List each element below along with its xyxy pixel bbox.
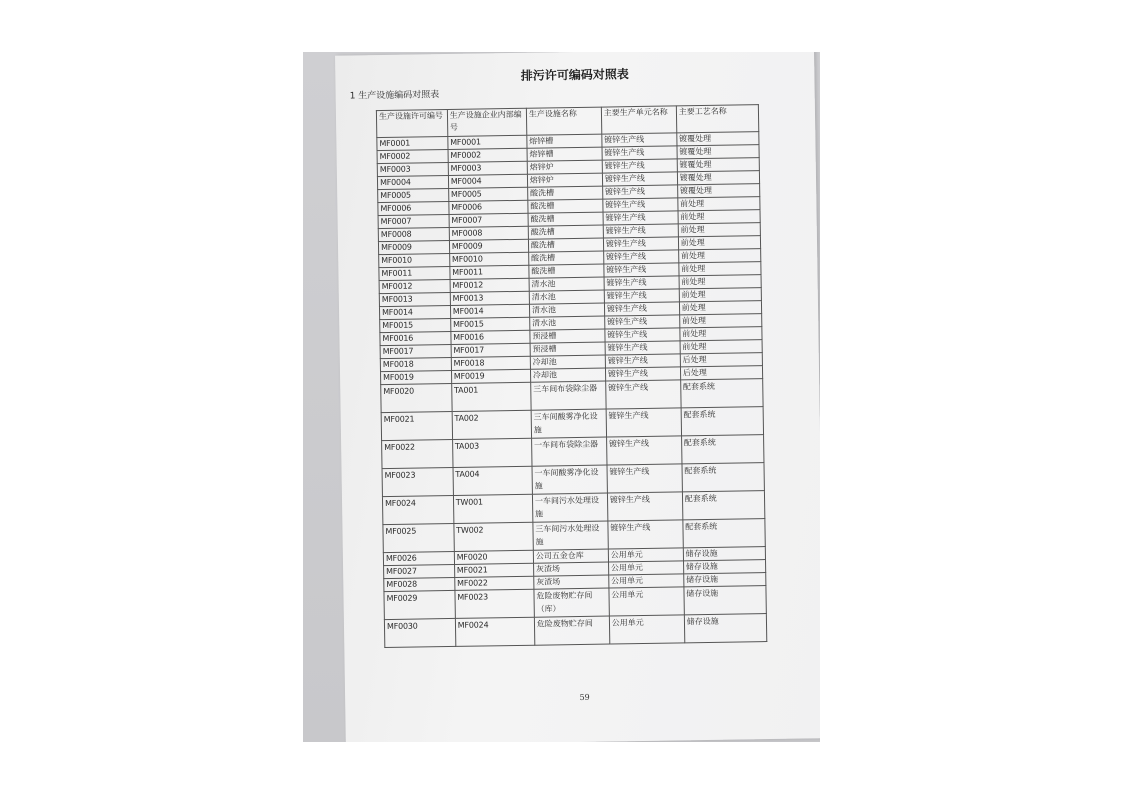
facility-code-table: [376, 104, 767, 648]
permit-code-cell: MF0021: [381, 411, 452, 440]
header-facility-name: 生产设施名称: [526, 107, 601, 135]
permit-code-cell: MF0018: [380, 357, 451, 371]
production-unit-cell: 镀锌生产线: [602, 172, 677, 186]
facility-name-cell: 清水池: [529, 290, 604, 304]
process-name-cell: 镀覆处理: [677, 132, 759, 146]
permit-code-cell: MF0022: [382, 439, 453, 468]
production-unit-cell: 镀锌生产线: [604, 302, 679, 316]
facility-name-cell: 熔锌槽: [527, 134, 602, 148]
process-name-cell: 前处理: [679, 288, 761, 302]
internal-code-cell: MF0003: [448, 161, 527, 175]
internal-code-cell: MF0001: [448, 135, 527, 149]
internal-code-cell: TA001: [451, 382, 531, 411]
process-name-cell: 前处理: [680, 327, 762, 341]
internal-code-cell: MF0020: [454, 550, 533, 564]
production-unit-cell: 镀锌生产线: [607, 492, 682, 521]
document-title: 排污许可编码对照表: [520, 67, 629, 83]
table-body: [377, 132, 767, 648]
permit-code-cell: MF0024: [382, 495, 453, 524]
process-name-cell: 储存设施: [684, 586, 767, 615]
header-production-unit: 主要生产单元名称: [601, 106, 676, 134]
facility-name-cell: 三车间酸雾净化设施: [531, 409, 606, 438]
process-name-cell: 前处理: [679, 275, 761, 289]
production-unit-cell: 镀锌生产线: [603, 250, 678, 264]
facility-name-cell: 熔锌炉: [527, 173, 602, 187]
facility-name-cell: 酸洗槽: [528, 212, 603, 226]
production-unit-cell: 镀锌生产线: [605, 341, 680, 355]
process-name-cell: 配套系统: [681, 435, 764, 464]
internal-code-cell: MF0010: [449, 252, 528, 266]
production-unit-cell: 镀锌生产线: [602, 185, 677, 199]
production-unit-cell: 镀锌生产线: [606, 408, 681, 437]
process-name-cell: 前处理: [679, 262, 761, 276]
internal-code-cell: MF0023: [455, 589, 535, 618]
process-name-cell: 配套系统: [683, 519, 766, 548]
permit-code-cell: MF0025: [383, 523, 454, 552]
permit-code-cell: MF0004: [377, 175, 448, 189]
internal-code-cell: TW001: [453, 494, 533, 523]
internal-code-cell: MF0018: [451, 356, 530, 370]
production-unit-cell: 镀锌生产线: [603, 211, 678, 225]
production-unit-cell: 公用单元: [608, 561, 683, 575]
facility-name-cell: 一车间污水处理设施: [532, 493, 607, 522]
facility-name-cell: 酸洗槽: [528, 251, 603, 265]
process-name-cell: 前处理: [678, 223, 760, 237]
internal-code-cell: TW002: [454, 522, 534, 551]
internal-code-cell: MF0014: [450, 304, 529, 318]
facility-name-cell: 熔锌槽: [527, 147, 602, 161]
production-unit-cell: 镀锌生产线: [604, 263, 679, 277]
facility-name-cell: 灰渣场: [533, 562, 608, 576]
permit-code-cell: MF0026: [383, 551, 454, 565]
process-name-cell: 储存设施: [683, 573, 765, 587]
permit-code-cell: MF0009: [378, 240, 449, 254]
production-unit-cell: 公用单元: [609, 615, 684, 644]
permit-code-cell: MF0027: [384, 564, 455, 578]
facility-name-cell: 酸洗槽: [529, 264, 604, 278]
permit-code-cell: MF0003: [377, 163, 448, 177]
facility-name-cell: 一车间布袋除尘器: [531, 437, 606, 466]
facility-name-cell: 危险废物贮存间（库）: [534, 588, 609, 617]
permit-code-cell: MF0016: [380, 331, 451, 345]
facility-name-cell: 清水池: [529, 277, 604, 291]
permit-code-cell: MF0013: [379, 292, 450, 306]
facility-name-cell: 酸洗槽: [528, 199, 603, 213]
process-name-cell: 前处理: [679, 301, 761, 315]
process-name-cell: 配套系统: [682, 463, 765, 492]
internal-code-cell: TA004: [453, 466, 533, 495]
production-unit-cell: 镀锌生产线: [608, 520, 683, 549]
facility-name-cell: 一车间酸雾净化设施: [532, 465, 607, 494]
process-name-cell: 后处理: [680, 366, 762, 380]
document-page: [335, 52, 820, 742]
process-name-cell: 储存设施: [684, 614, 767, 643]
production-unit-cell: 镀锌生产线: [607, 464, 682, 493]
table-row: [384, 614, 766, 648]
process-name-cell: 配套系统: [681, 407, 764, 436]
internal-code-cell: TA002: [452, 410, 532, 439]
internal-code-cell: MF0002: [448, 148, 527, 162]
facility-name-cell: 酸洗槽: [528, 225, 603, 239]
production-unit-cell: 公用单元: [608, 548, 683, 562]
internal-code-cell: MF0022: [455, 576, 534, 590]
internal-code-cell: MF0013: [450, 291, 529, 305]
production-unit-cell: 镀锌生产线: [603, 224, 678, 238]
facility-name-cell: 公司五金仓库: [533, 549, 608, 563]
permit-code-cell: MF0006: [378, 201, 449, 215]
permit-code-cell: MF0007: [378, 214, 449, 228]
internal-code-cell: MF0011: [450, 265, 529, 279]
internal-code-cell: MF0009: [449, 239, 528, 253]
internal-code-cell: MF0012: [450, 278, 529, 292]
facility-name-cell: 灰渣场: [534, 575, 609, 589]
permit-code-cell: MF0014: [379, 305, 450, 319]
internal-code-cell: MF0005: [448, 187, 527, 201]
facility-name-cell: 三车间布袋除尘器: [531, 381, 606, 410]
production-unit-cell: 镀锌生产线: [602, 133, 677, 147]
permit-code-cell: MF0015: [380, 318, 451, 332]
document-photo: [303, 52, 820, 742]
production-unit-cell: 镀锌生产线: [603, 237, 678, 251]
production-unit-cell: 镀锌生产线: [605, 367, 680, 381]
permit-code-cell: MF0011: [379, 266, 450, 280]
permit-code-cell: MF0030: [384, 618, 455, 647]
internal-code-cell: MF0015: [450, 317, 529, 331]
process-name-cell: 镀覆处理: [677, 171, 759, 185]
process-name-cell: 镀覆处理: [677, 145, 759, 159]
production-unit-cell: 镀锌生产线: [604, 276, 679, 290]
facility-name-cell: 酸洗槽: [528, 238, 603, 252]
permit-code-cell: MF0019: [380, 370, 451, 384]
production-unit-cell: 镀锌生产线: [603, 198, 678, 212]
section-subtitle: 1 生产设施编码对照表: [349, 90, 440, 102]
permit-code-cell: MF0029: [384, 590, 455, 619]
production-unit-cell: 镀锌生产线: [605, 328, 680, 342]
process-name-cell: 后处理: [680, 353, 762, 367]
process-name-cell: 配套系统: [682, 491, 765, 520]
permit-code-cell: MF0002: [377, 150, 448, 164]
production-unit-cell: 镀锌生产线: [604, 315, 679, 329]
process-name-cell: 镀覆处理: [677, 184, 759, 198]
production-unit-cell: 公用单元: [609, 574, 684, 588]
permit-code-cell: MF0012: [379, 279, 450, 293]
permit-code-cell: MF0005: [378, 188, 449, 202]
process-name-cell: 前处理: [679, 314, 761, 328]
header-process-name: 主要工艺名称: [676, 105, 759, 133]
process-name-cell: 镀覆处理: [677, 158, 759, 172]
internal-code-cell: MF0021: [454, 563, 533, 577]
header-internal-code: 生产设施企业内部编号: [447, 108, 527, 136]
internal-code-cell: TA003: [452, 438, 532, 467]
production-unit-cell: 镀锌生产线: [605, 380, 680, 409]
internal-code-cell: MF0016: [451, 330, 530, 344]
facility-name-cell: 清水池: [530, 316, 605, 330]
facility-name-cell: 冷却池: [530, 355, 605, 369]
internal-code-cell: MF0007: [449, 213, 528, 227]
internal-code-cell: MF0019: [451, 369, 530, 383]
internal-code-cell: MF0008: [449, 226, 528, 240]
facility-name-cell: 预浸槽: [530, 342, 605, 356]
facility-name-cell: 预浸槽: [530, 329, 605, 343]
production-unit-cell: 公用单元: [609, 587, 684, 616]
facility-name-cell: 熔锌炉: [527, 160, 602, 174]
internal-code-cell: MF0006: [449, 200, 528, 214]
process-name-cell: 前处理: [678, 197, 760, 211]
permit-code-cell: MF0023: [382, 467, 453, 496]
permit-code-cell: MF0028: [384, 577, 455, 591]
permit-code-cell: MF0001: [377, 137, 448, 151]
permit-code-cell: MF0010: [379, 253, 450, 267]
facility-name-cell: 冷却池: [530, 368, 605, 382]
facility-name-cell: 酸洗槽: [527, 186, 602, 200]
process-name-cell: 储存设施: [683, 547, 765, 561]
process-name-cell: 前处理: [678, 210, 760, 224]
permit-code-cell: MF0020: [381, 383, 452, 412]
permit-code-cell: MF0017: [380, 344, 451, 358]
production-unit-cell: 镀锌生产线: [602, 159, 677, 173]
process-name-cell: 前处理: [678, 249, 760, 263]
internal-code-cell: MF0024: [455, 617, 535, 646]
facility-name-cell: 三车间污水处理设施: [533, 521, 608, 550]
process-name-cell: 前处理: [678, 236, 760, 250]
internal-code-cell: MF0004: [448, 174, 527, 188]
production-unit-cell: 镀锌生产线: [602, 146, 677, 160]
facility-name-cell: 清水池: [529, 303, 604, 317]
facility-name-cell: 危险废物贮存间: [534, 616, 609, 645]
header-permit-code: 生产设施许可编号: [376, 110, 447, 138]
production-unit-cell: 镀锌生产线: [604, 289, 679, 303]
production-unit-cell: 镀锌生产线: [605, 354, 680, 368]
process-name-cell: 配套系统: [680, 379, 763, 408]
internal-code-cell: MF0017: [451, 343, 530, 357]
process-name-cell: 前处理: [680, 340, 762, 354]
production-unit-cell: 镀锌生产线: [606, 436, 681, 465]
page-number: 59: [579, 692, 590, 702]
process-name-cell: 储存设施: [683, 560, 765, 574]
permit-code-cell: MF0008: [378, 227, 449, 241]
